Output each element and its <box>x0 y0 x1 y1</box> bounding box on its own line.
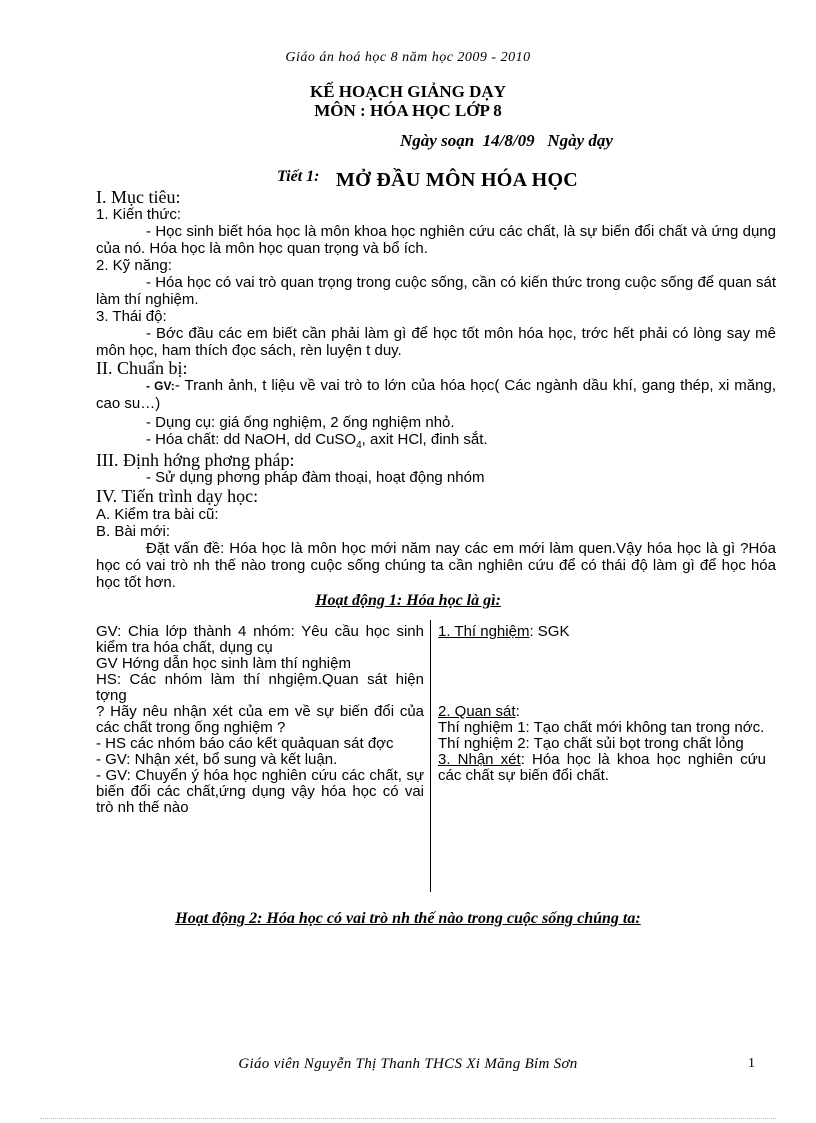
chemicals-item: - Hóa chất: dd NaOH, dd CuSO$_4$, axit HCl, đinh sắt. <box>146 431 488 451</box>
skills-text: - Hóa học có vai trò quan trọng trong cuộc sống, cần có kiến thức trong cuộc sống để quan sát làm thí nghiệm. <box>96 274 776 308</box>
column-divider <box>430 620 431 892</box>
page-number: 1 <box>748 1056 755 1071</box>
section-method-heading: III. Định hớng phơng pháp: <box>96 450 295 470</box>
left-row: - HS các nhóm báo cáo kết quảquan sát đợc <box>96 735 394 752</box>
lesson-title: MỞ ĐẦU MÔN HÓA HỌC <box>336 169 579 191</box>
knowledge-heading: 1. Kiến thức: <box>96 206 182 223</box>
equipment-item: - Dụng cụ: giá ống nghiệm, 2 ống nghiệm nhỏ. <box>146 414 455 431</box>
new-lesson-heading: B. Bài mới: <box>96 523 171 540</box>
subject-title: MÔN : HÓA HỌC LỚP 8 <box>314 101 502 120</box>
method-text: - Sử dụng phơng pháp đàm thoại, hoạt động nhóm <box>146 469 485 486</box>
left-row: HS: Các nhóm làm thí nhgiệm.Quan sát hiện tợng <box>96 671 424 704</box>
left-row: - GV: Nhận xét, bổ sung và kết luận. <box>96 751 338 768</box>
date-line: Ngày soạn 14/8/09 Ngày dạy <box>400 131 613 150</box>
experiment-2-row: Thí nghiệm 2: Tạo chất sủi bọt trong chất lỏng <box>438 735 744 752</box>
problem-statement: Đặt vấn đề: Hóa học là môn học mới năm nay các em mới làm quen.Vậy hóa học là gì ?Hóa học có vai trò nh thế nào trong cuộc sống chúng ta cần nghiên cứu để có thái độ làm gì để học hóa học tốt hơn. <box>96 540 776 591</box>
section-objectives-heading: I. Mục tiêu: <box>96 187 181 207</box>
lesson-number: Tiết 1: <box>277 168 320 185</box>
left-row: GV Hớng dẫn học sinh làm thí nghiệm <box>96 655 351 672</box>
knowledge-text: - Học sinh biết hóa học là môn khoa học nghiên cứu các chất, là sự biến đổi chất và ứng dụng của nó. Hóa học là môn học quan trọng và bổ ích. <box>96 223 776 257</box>
page-bottom-rule <box>40 1118 776 1119</box>
attitude-text: - Bớc đầu các em biết cần phải làm gì để học tốt môn hóa học, trớc hết phải có lòng say mê môn học, ham thích đọc sách, rèn luyện t duy. <box>96 325 776 359</box>
section-preparation-heading: II. Chuẩn bị: <box>96 358 188 378</box>
gv-label: - GV: <box>146 379 175 393</box>
activity-2-heading: Hoạt động 2: Hóa học có vai trò nh thế nào trong cuộc sống chúng ta: <box>175 910 641 927</box>
experiment-1-row: Thí nghiệm 1: Tạo chất mới không tan trong nớc. <box>438 719 765 736</box>
teacher-student-column <box>96 624 424 816</box>
attitude-heading: 3. Thái độ: <box>96 308 167 325</box>
experiment-row: 1. Thí nghiệm: SGK <box>438 623 570 640</box>
teacher-materials <box>96 377 776 412</box>
section-process-heading: IV. Tiến trình dạy học: <box>96 486 259 506</box>
page-footer: Giáo viên Nguyễn Thị Thanh THCS Xi Măng Bỉm Sơn <box>238 1056 578 1072</box>
activity-table <box>96 620 776 892</box>
activity-1-heading: Hoạt động 1: Hóa học là gì: <box>315 592 501 609</box>
review-heading: A. Kiểm tra bài cũ: <box>96 506 219 523</box>
left-row: ? Hãy nêu nhận xét của em về sự biến đổi của các chất trong ống nghiệm ? <box>96 703 424 736</box>
gv-text: - Tranh ảnh, t liệu về vai trò to lớn của hóa học( Các ngành dầu khí, gang thép, xi măng, cao su…) <box>96 377 776 412</box>
plan-title: KẾ HOẠCH GIẢNG DẠY <box>310 82 506 101</box>
page-header: Giáo án hoá học 8 năm học 2009 - 2010 <box>285 50 531 65</box>
left-row: - GV: Chuyển ý hóa học nghiên cứu các chất, sự biến đổi các chất,ứng dụng vậy hóa học có vai trò nh thế nào <box>96 767 424 816</box>
left-row: GV: Chia lớp thành 4 nhóm: Yêu cầu học sinh kiểm tra hóa chất, dụng cụ <box>96 623 424 656</box>
observation-row: 2. Quan sát: <box>438 703 520 720</box>
conclusion-row: 3. Nhận xét: Hóa học là khoa học nghiên cứu các chất sự biến đổi chất. <box>438 751 766 784</box>
skills-heading: 2. Kỹ năng: <box>96 257 172 274</box>
content-column <box>438 624 766 784</box>
